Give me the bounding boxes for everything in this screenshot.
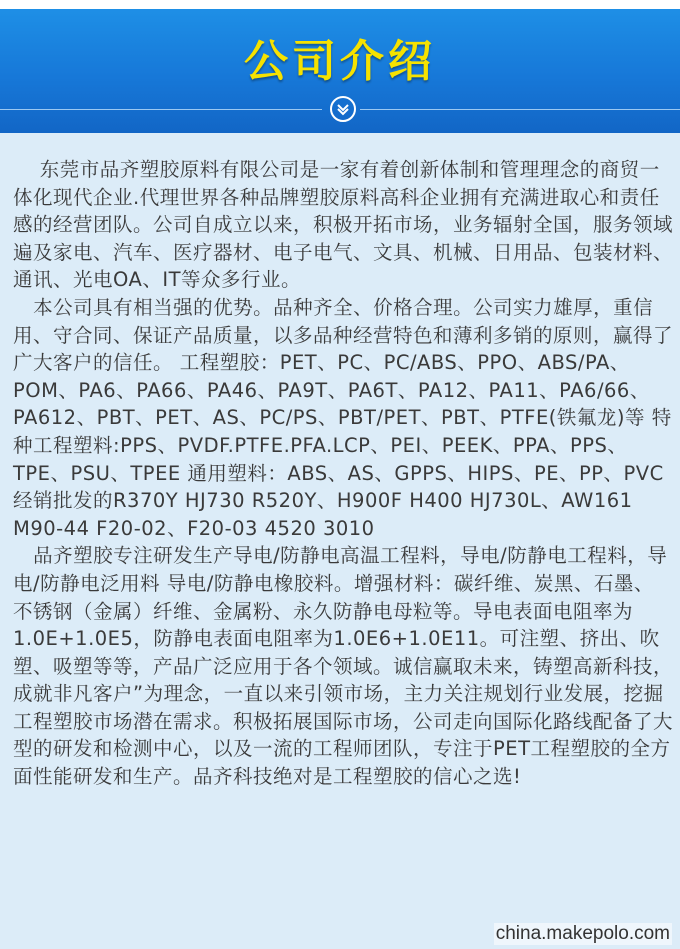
page-title: 公司介绍 [244, 36, 436, 87]
advantages-paragraph: 本公司具有相当强的优势。品种齐全、价格合理。公司实力雄厚，重信用、守合同、保证产品质量，以多品种经营特色和薄利多销的原则，赢得了广大客户的信任。 工程塑胶：PET、PC、PC/ABS、PPO、ABS/PA、POM、PA6、PA66、PA46、PA9T、PA6T、PA12、PA11、PA6/66、PA612、PBT、PET、AS、PC/PS、PBT/PET、PBT、PTFE(铁氟龙)等 特种工程塑料:PPS、PVDF.PTFE.PFA.LCP、PEI、PEEK、PPA、PPS、TPE、PSU、TPEE 通用塑料：ABS、AS、GPPS、HIPS、PE、PP、PVC 经销批发的R370Y HJ730 R520Y、H900F H400 HJ730L、AW161 M90-44 F20-02、F20-03 4520 3010 [13, 295, 674, 540]
watermark: china.makepolo.com [495, 923, 670, 944]
company-intro-text [13, 156, 673, 791]
divider-right [360, 109, 680, 110]
products-paragraph: 品齐塑胶专注研发生产导电/防静电高温工程料，导电/防静电工程料，导电/防静电泛用料 导电/防静电橡胶料。增强材料：碳纤维、炭黑、石墨、不锈钢（金属）纤维、金属粉、永久防静电母粒等。导电表面电阻率为1.0E+1.0E5，防静电表面电阻率为1.0E6+1.0E11。可注塑、挤出、吹塑、吸塑等等，产品广泛应用于各个领域。诚信赢取未来，铸塑高新科技，成就非凡客户”为理念，一直以来引领市场，主力关注规划行业发展，挖掘工程塑胶市场潜在需求。积极拓展国际市场，公司走向国际化路线配备了大型的研发和检测中心，以及一流的工程师团队，专注于PET工程塑胶的全方面性能研发和生产。品齐科技绝对是工程塑胶的信心之选! [13, 544, 674, 789]
section-header [0, 9, 680, 133]
intro-paragraph: 东莞市品齐塑胶原料有限公司是一家有着创新体制和管理理念的商贸一体化现代企业.代理世界各种品牌塑胶原料高科企业拥有充满进取心和责任感的经营团队。公司自成立以来，积极开拓市场，业务辐射全国，服务领域遍及家电、汽车、医疗器材、电子电气、文具、机械、日用品、包装材料、通讯、光电OA、IT等众多行业。 [13, 158, 674, 292]
chevron-down-circle-icon[interactable] [330, 96, 356, 122]
divider-left [0, 109, 322, 110]
top-band [0, 0, 680, 9]
